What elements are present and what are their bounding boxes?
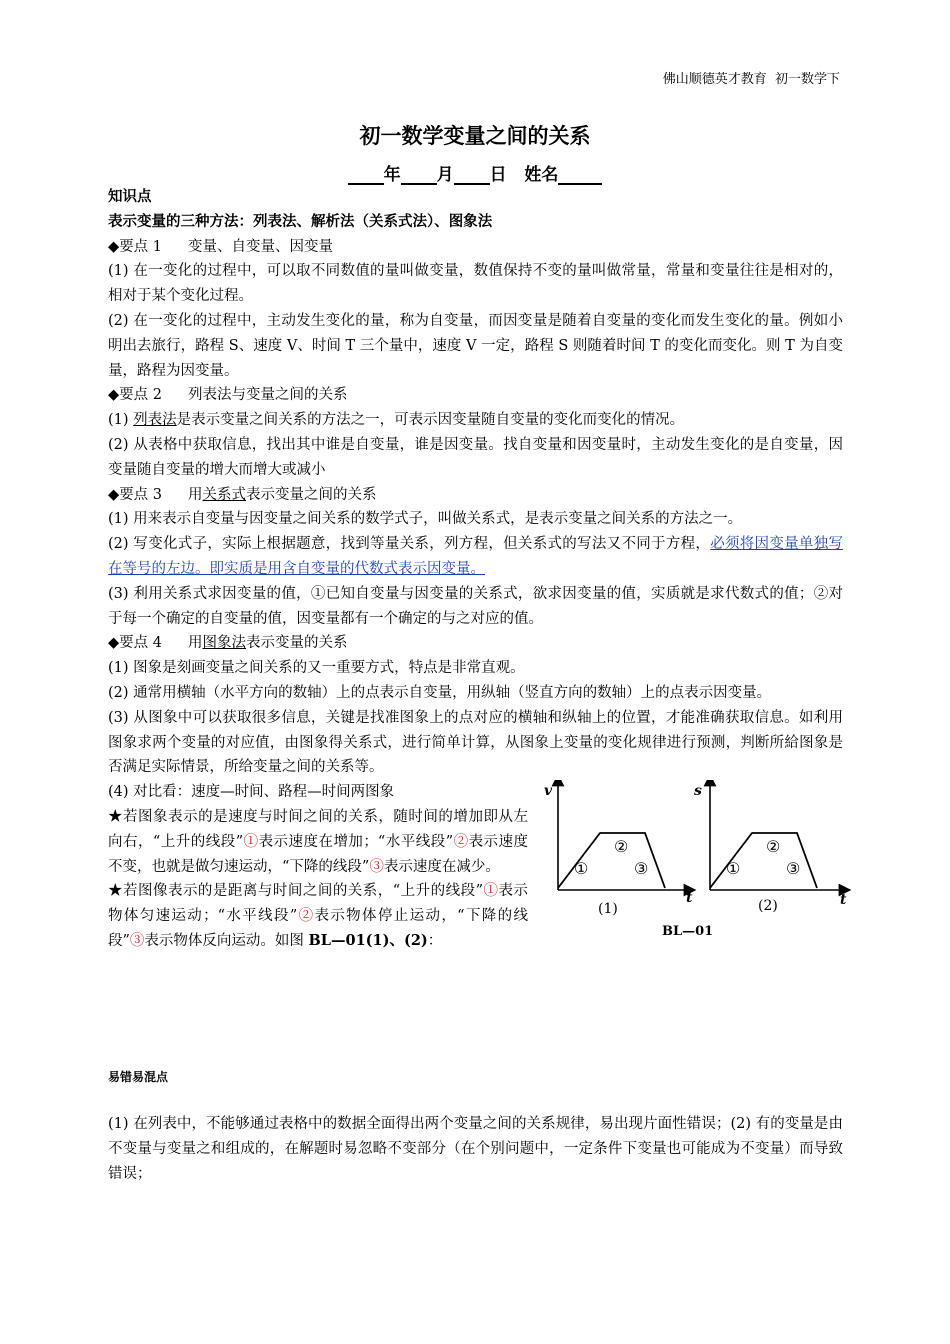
graph2-caption: (2) (758, 898, 778, 915)
star-speed-time: ★若图象表示的是速度与时间之间的关系，随时间的增加即从左向右，“上升的线段”①表示速度在增加；“水平线段”②表示速度不变，也就是做匀速运动，“下降的线段”③表示速度在减少。 (108, 808, 529, 875)
point4-title: ◆要点 4 用图象法表示变量的关系 (108, 635, 348, 652)
point1-item1: (1) 在一变化的过程中，可以取不同数值的量叫做变量，数值保持不变的量叫做常量，常量和变量往往是相对的，相对于某个变化过程。 (108, 263, 843, 305)
segment1-label-2: ① (726, 859, 741, 879)
point2-item1: (1) 列表法是表示变量之间关系的方法之一，可表示因变量随自变量的变化而变化的情况。 (108, 412, 685, 429)
point1-item2: (2) 在一变化的过程中，主动发生变化的量，称为自变量，而因变量是随着自变量的变化而发生变化的量。例如小明出去旅行，路程 S、速度 V、时间 T 三个量中，速度 V 一定，路程 S 则随着时间 T 的变化而变化。则 T 为自变量，路程为因变量。 (108, 312, 843, 379)
s-axis-label: s (694, 783, 702, 800)
comparison-block (108, 780, 847, 954)
day-label: 日 (489, 165, 507, 185)
segment1-label-1: ① (574, 859, 589, 879)
month-label: 月 (436, 165, 454, 185)
graph-distance-time (694, 780, 847, 914)
point4-item3: (3) 从图象中可以获取很多信息，关键是找准图象上的点对应的横轴和纵轴上的位置，才能准确获取信息。如利用图象求两个变量的对应值，由图象得关系式，进行简单计算，从图象上变量的变化规律进行预测，判断所給图象是否满足实际情景，所给变量之间的关系等。 (108, 709, 843, 776)
point1-title: ◆要点 1 变量、自变量、因变量 (108, 238, 333, 255)
point4-item2: (2) 通常用横轴（水平方向的数轴）上的点表示自变量，用纵轴（竖直方向的数轴）上的点表示因变量。 (108, 684, 772, 701)
mistakes-text: (1) 在列表中，不能够通过表格中的数据全面得出两个变量之间的关系规律，易出现片面性错误；(2) 有的变量是由不变量与变量之和组成的，在解题时易忽略不变部分（在个别问题中，一定条件下变量也可能成为不变量）而导致错误； (108, 1116, 843, 1182)
segment3-label-1: ③ (634, 859, 649, 879)
point2-title: ◆要点 2 列表法与变量之间的关系 (108, 387, 348, 404)
graph-velocity-time (544, 780, 693, 917)
point3-title: ◆要点 3 用关系式表示变量之间的关系 (108, 486, 377, 503)
t-axis-label-1: t (686, 890, 693, 907)
point4-item4: (4) 对比看：速度—时间、路程—时间两图象 (108, 784, 395, 801)
page-header (663, 68, 840, 87)
graph1-caption: (1) (598, 901, 618, 918)
day-blank[interactable] (454, 165, 490, 185)
bl01-figure (540, 780, 855, 950)
v-axis-label: v (544, 783, 553, 800)
date-name-line (0, 160, 950, 185)
header-org: 佛山顺德英才教育 (662, 72, 767, 87)
header-course: 初一数学下 (774, 72, 840, 87)
t-axis-label-2: t (840, 892, 847, 909)
point2-item2: (2) 从表格中获取信息，找出其中谁是自变量，谁是因变量。找自变量和因变量时，主动发生变化的是自变量，因变量随自变量的增大而增大或减小 (108, 436, 843, 478)
year-label: 年 (383, 165, 401, 185)
point3-item1: (1) 用来表示自变量与因变量之间关系的数学式子，叫做关系式，是表示变量之间关系的方法之一。 (108, 511, 743, 528)
methods-line: 表示变量的三种方法：列表法、解析法（关系式法）、图象法 (108, 212, 493, 230)
name-blank[interactable] (558, 165, 602, 185)
knowledge-heading: 知识点 (108, 188, 152, 205)
main-content (108, 185, 847, 954)
name-label: 姓名 (524, 165, 559, 185)
point4-item1: (1) 图象是刻画变量之间关系的又一重要方式，特点是非常直观。 (108, 660, 525, 677)
year-blank[interactable] (348, 165, 384, 185)
segment2-label-2: ② (766, 837, 781, 857)
point3-item2: (2) 写变化式子，实际上根据题意，找到等量关系，列方程，但关系式的写法又不同于方程，必须将因变量单独写在等号的左边。即实质是用含自变量的代数式表示因变量。 (108, 536, 843, 577)
month-blank[interactable] (401, 165, 437, 185)
segment3-label-2: ③ (786, 859, 801, 879)
point3-item3: (3) 利用关系式求因变量的值，①已知自变量与因变量的关系式，欲求因变量的值，实质就是求代数式的值；②对于每一个确定的自变量的值，因变量都有一个确定的与之对应的值。 (108, 585, 843, 627)
figure-caption: BL—01 (662, 924, 714, 940)
segment2-label-1: ② (614, 837, 629, 857)
page-title: 初一数学变量之间的关系 (359, 123, 591, 148)
star-distance-time: ★若图像表示的是距离与时间之间的关系，“上升的线段”①表示物体匀速运动；“水平线段”②表示物体停止运动，“下降的线段”③表示物体反向运动。如图 BL—01(1)、(2)： (108, 883, 529, 949)
mistakes-heading: 易错易混点 (108, 1070, 169, 1084)
